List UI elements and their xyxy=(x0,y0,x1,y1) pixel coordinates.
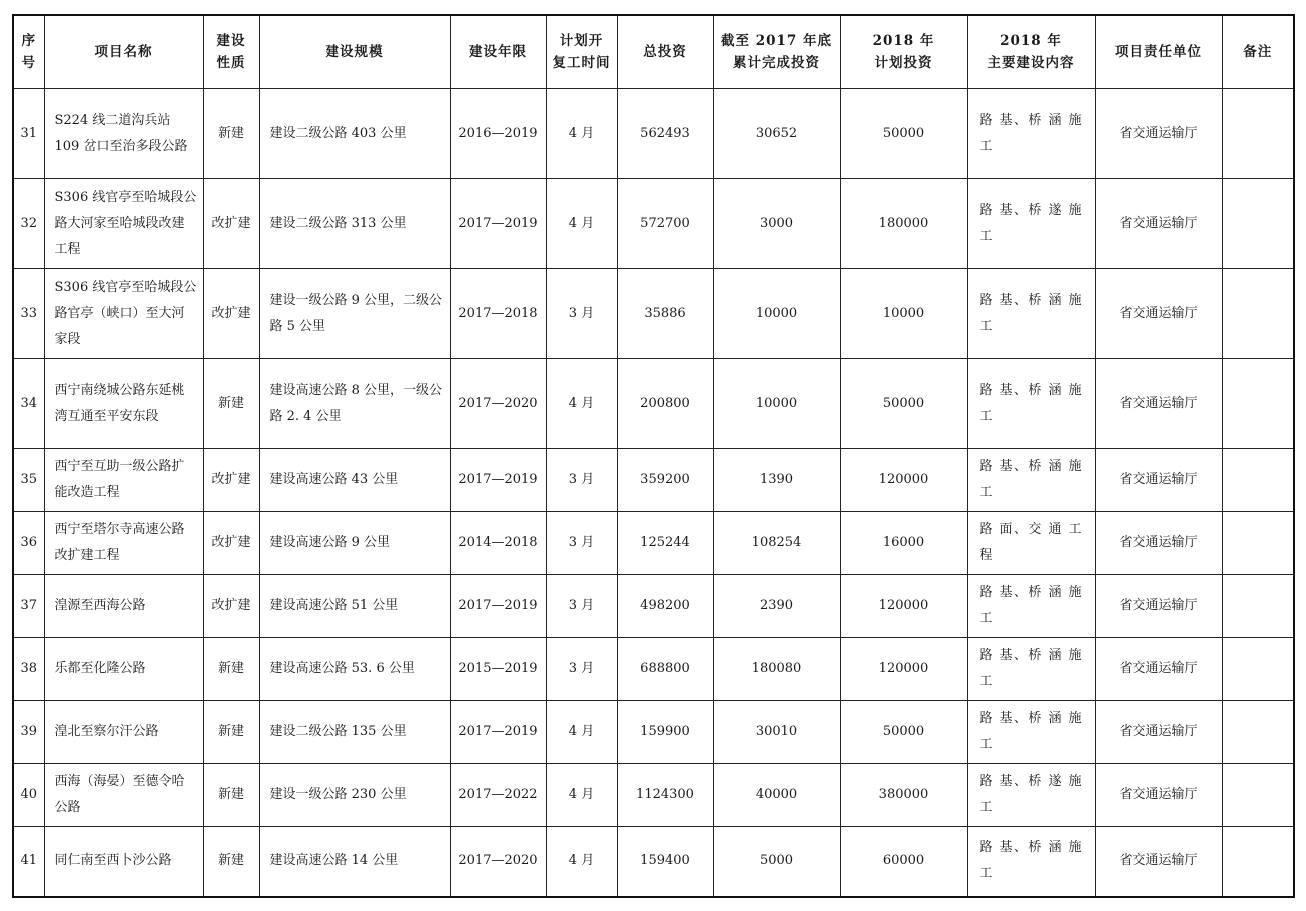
cell-done: 1390 xyxy=(713,449,840,512)
cell-project-name: 湟源至西海公路 xyxy=(44,575,203,638)
cell-nature: 新建 xyxy=(203,701,259,764)
cell-project-name: S306 线官亭至哈城段公路大河家至哈城段改建工程 xyxy=(44,179,203,269)
table-row xyxy=(13,512,1294,575)
cell-content: 路 基、桥 遂 施工 xyxy=(967,179,1095,269)
cell-scale: 建设高速公路 14 公里 xyxy=(259,827,450,897)
cell-note xyxy=(1222,359,1294,449)
cell-done: 2390 xyxy=(713,575,840,638)
cell-scale: 建设一级公路 9 公里，二级公路 5 公里 xyxy=(259,269,450,359)
cell-done: 40000 xyxy=(713,764,840,827)
cell-period: 2017—2019 xyxy=(450,701,546,764)
project-table xyxy=(12,14,1295,898)
cell-done: 10000 xyxy=(713,359,840,449)
cell-content: 路 基、桥 涵 施工 xyxy=(967,575,1095,638)
header-content: 2018 年 主要建设内容 xyxy=(967,15,1095,89)
cell-unit: 省交通运输厅 xyxy=(1095,827,1222,897)
header-period: 建设年限 xyxy=(450,15,546,89)
cell-project-name: S224 线二道沟兵站 109 岔口至治多段公路 xyxy=(44,89,203,179)
cell-total: 159400 xyxy=(617,827,713,897)
cell-nature: 改扩建 xyxy=(203,575,259,638)
cell-note xyxy=(1222,512,1294,575)
cell-plan: 120000 xyxy=(840,449,967,512)
cell-seq: 36 xyxy=(13,512,44,575)
cell-scale: 建设二级公路 313 公里 xyxy=(259,179,450,269)
cell-total: 200800 xyxy=(617,359,713,449)
table-row xyxy=(13,764,1294,827)
cell-content: 路 面、交 通 工程 xyxy=(967,512,1095,575)
cell-start: 3 月 xyxy=(546,575,617,638)
table-body xyxy=(13,89,1294,897)
cell-note xyxy=(1222,449,1294,512)
table-row xyxy=(13,638,1294,701)
cell-seq: 31 xyxy=(13,89,44,179)
cell-content: 路 基、桥 涵 施工 xyxy=(967,827,1095,897)
cell-total: 562493 xyxy=(617,89,713,179)
header-plan: 2018 年 计划投资 xyxy=(840,15,967,89)
cell-project-name: 西宁至互助一级公路扩能改造工程 xyxy=(44,449,203,512)
cell-note xyxy=(1222,701,1294,764)
cell-total: 35886 xyxy=(617,269,713,359)
cell-total: 498200 xyxy=(617,575,713,638)
cell-plan: 120000 xyxy=(840,575,967,638)
header-note: 备注 xyxy=(1222,15,1294,89)
cell-seq: 39 xyxy=(13,701,44,764)
cell-scale: 建设二级公路 135 公里 xyxy=(259,701,450,764)
cell-note xyxy=(1222,575,1294,638)
cell-seq: 38 xyxy=(13,638,44,701)
cell-period: 2017—2019 xyxy=(450,575,546,638)
cell-start: 4 月 xyxy=(546,179,617,269)
project-table-page xyxy=(12,14,1293,896)
cell-plan: 10000 xyxy=(840,269,967,359)
cell-unit: 省交通运输厅 xyxy=(1095,764,1222,827)
cell-note xyxy=(1222,269,1294,359)
cell-start: 4 月 xyxy=(546,89,617,179)
cell-period: 2015—2019 xyxy=(450,638,546,701)
cell-plan: 180000 xyxy=(840,179,967,269)
cell-nature: 新建 xyxy=(203,359,259,449)
cell-content: 路 基、桥 遂 施工 xyxy=(967,764,1095,827)
cell-seq: 41 xyxy=(13,827,44,897)
cell-plan: 380000 xyxy=(840,764,967,827)
cell-seq: 33 xyxy=(13,269,44,359)
cell-unit: 省交通运输厅 xyxy=(1095,701,1222,764)
cell-plan: 50000 xyxy=(840,359,967,449)
table-row xyxy=(13,179,1294,269)
cell-content: 路 基、桥 涵 施工 xyxy=(967,89,1095,179)
cell-project-name: 西海（海晏）至德令哈公路 xyxy=(44,764,203,827)
table-row xyxy=(13,449,1294,512)
cell-done: 30010 xyxy=(713,701,840,764)
cell-note xyxy=(1222,764,1294,827)
table-row xyxy=(13,359,1294,449)
cell-nature: 改扩建 xyxy=(203,179,259,269)
cell-done: 30652 xyxy=(713,89,840,179)
header-seq: 序 号 xyxy=(13,15,44,89)
cell-note xyxy=(1222,179,1294,269)
cell-period: 2017—2020 xyxy=(450,827,546,897)
cell-total: 159900 xyxy=(617,701,713,764)
cell-period: 2017—2019 xyxy=(450,179,546,269)
cell-scale: 建设二级公路 403 公里 xyxy=(259,89,450,179)
cell-period: 2014—2018 xyxy=(450,512,546,575)
cell-project-name: 湟北至察尔汗公路 xyxy=(44,701,203,764)
header-total: 总投资 xyxy=(617,15,713,89)
cell-done: 10000 xyxy=(713,269,840,359)
cell-plan: 16000 xyxy=(840,512,967,575)
cell-nature: 新建 xyxy=(203,827,259,897)
cell-seq: 34 xyxy=(13,359,44,449)
cell-scale: 建设高速公路 53. 6 公里 xyxy=(259,638,450,701)
cell-start: 3 月 xyxy=(546,449,617,512)
cell-seq: 32 xyxy=(13,179,44,269)
cell-plan: 60000 xyxy=(840,827,967,897)
cell-total: 359200 xyxy=(617,449,713,512)
table-row xyxy=(13,827,1294,897)
cell-seq: 40 xyxy=(13,764,44,827)
cell-nature: 改扩建 xyxy=(203,449,259,512)
cell-project-name: 同仁南至西卜沙公路 xyxy=(44,827,203,897)
cell-start: 4 月 xyxy=(546,764,617,827)
cell-done: 3000 xyxy=(713,179,840,269)
cell-content: 路 基、桥 涵 施工 xyxy=(967,638,1095,701)
cell-scale: 建设高速公路 43 公里 xyxy=(259,449,450,512)
cell-total: 125244 xyxy=(617,512,713,575)
cell-nature: 改扩建 xyxy=(203,269,259,359)
cell-unit: 省交通运输厅 xyxy=(1095,512,1222,575)
cell-nature: 改扩建 xyxy=(203,512,259,575)
cell-project-name: 西宁南绕城公路东延桃湾互通至平安东段 xyxy=(44,359,203,449)
cell-seq: 37 xyxy=(13,575,44,638)
cell-project-name: S306 线官亭至哈城段公路官亭（峡口）至大河家段 xyxy=(44,269,203,359)
table-header-row xyxy=(13,15,1294,89)
cell-period: 2016—2019 xyxy=(450,89,546,179)
table-row xyxy=(13,89,1294,179)
header-done: 截至 2017 年底 累计完成投资 xyxy=(713,15,840,89)
cell-period: 2017—2018 xyxy=(450,269,546,359)
cell-start: 4 月 xyxy=(546,827,617,897)
cell-content: 路 基、桥 涵 施工 xyxy=(967,701,1095,764)
cell-content: 路 基、桥 涵 施工 xyxy=(967,359,1095,449)
cell-period: 2017—2022 xyxy=(450,764,546,827)
header-scale: 建设规模 xyxy=(259,15,450,89)
cell-nature: 新建 xyxy=(203,89,259,179)
cell-done: 108254 xyxy=(713,512,840,575)
cell-unit: 省交通运输厅 xyxy=(1095,179,1222,269)
cell-total: 572700 xyxy=(617,179,713,269)
cell-scale: 建设高速公路 8 公里，一级公路 2. 4 公里 xyxy=(259,359,450,449)
cell-seq: 35 xyxy=(13,449,44,512)
cell-content: 路 基、桥 涵 施工 xyxy=(967,449,1095,512)
cell-total: 688800 xyxy=(617,638,713,701)
cell-start: 4 月 xyxy=(546,701,617,764)
cell-plan: 120000 xyxy=(840,638,967,701)
cell-note xyxy=(1222,827,1294,897)
cell-project-name: 乐都至化隆公路 xyxy=(44,638,203,701)
cell-content: 路 基、桥 涵 施工 xyxy=(967,269,1095,359)
cell-start: 4 月 xyxy=(546,359,617,449)
cell-start: 3 月 xyxy=(546,638,617,701)
cell-plan: 50000 xyxy=(840,89,967,179)
cell-start: 3 月 xyxy=(546,269,617,359)
table-row xyxy=(13,575,1294,638)
header-start: 计划开 复工时间 xyxy=(546,15,617,89)
cell-start: 3 月 xyxy=(546,512,617,575)
cell-note xyxy=(1222,638,1294,701)
header-nature: 建设 性质 xyxy=(203,15,259,89)
cell-unit: 省交通运输厅 xyxy=(1095,449,1222,512)
cell-unit: 省交通运输厅 xyxy=(1095,359,1222,449)
cell-nature: 新建 xyxy=(203,764,259,827)
cell-period: 2017—2019 xyxy=(450,449,546,512)
table-row xyxy=(13,269,1294,359)
cell-unit: 省交通运输厅 xyxy=(1095,638,1222,701)
cell-scale: 建设一级公路 230 公里 xyxy=(259,764,450,827)
cell-total: 1124300 xyxy=(617,764,713,827)
cell-nature: 新建 xyxy=(203,638,259,701)
cell-done: 5000 xyxy=(713,827,840,897)
cell-plan: 50000 xyxy=(840,701,967,764)
cell-scale: 建设高速公路 9 公里 xyxy=(259,512,450,575)
cell-note xyxy=(1222,89,1294,179)
cell-done: 180080 xyxy=(713,638,840,701)
table-row xyxy=(13,701,1294,764)
cell-unit: 省交通运输厅 xyxy=(1095,575,1222,638)
header-name: 项目名称 xyxy=(44,15,203,89)
cell-period: 2017—2020 xyxy=(450,359,546,449)
cell-project-name: 西宁至塔尔寺高速公路改扩建工程 xyxy=(44,512,203,575)
cell-unit: 省交通运输厅 xyxy=(1095,89,1222,179)
header-unit: 项目责任单位 xyxy=(1095,15,1222,89)
cell-scale: 建设高速公路 51 公里 xyxy=(259,575,450,638)
cell-unit: 省交通运输厅 xyxy=(1095,269,1222,359)
